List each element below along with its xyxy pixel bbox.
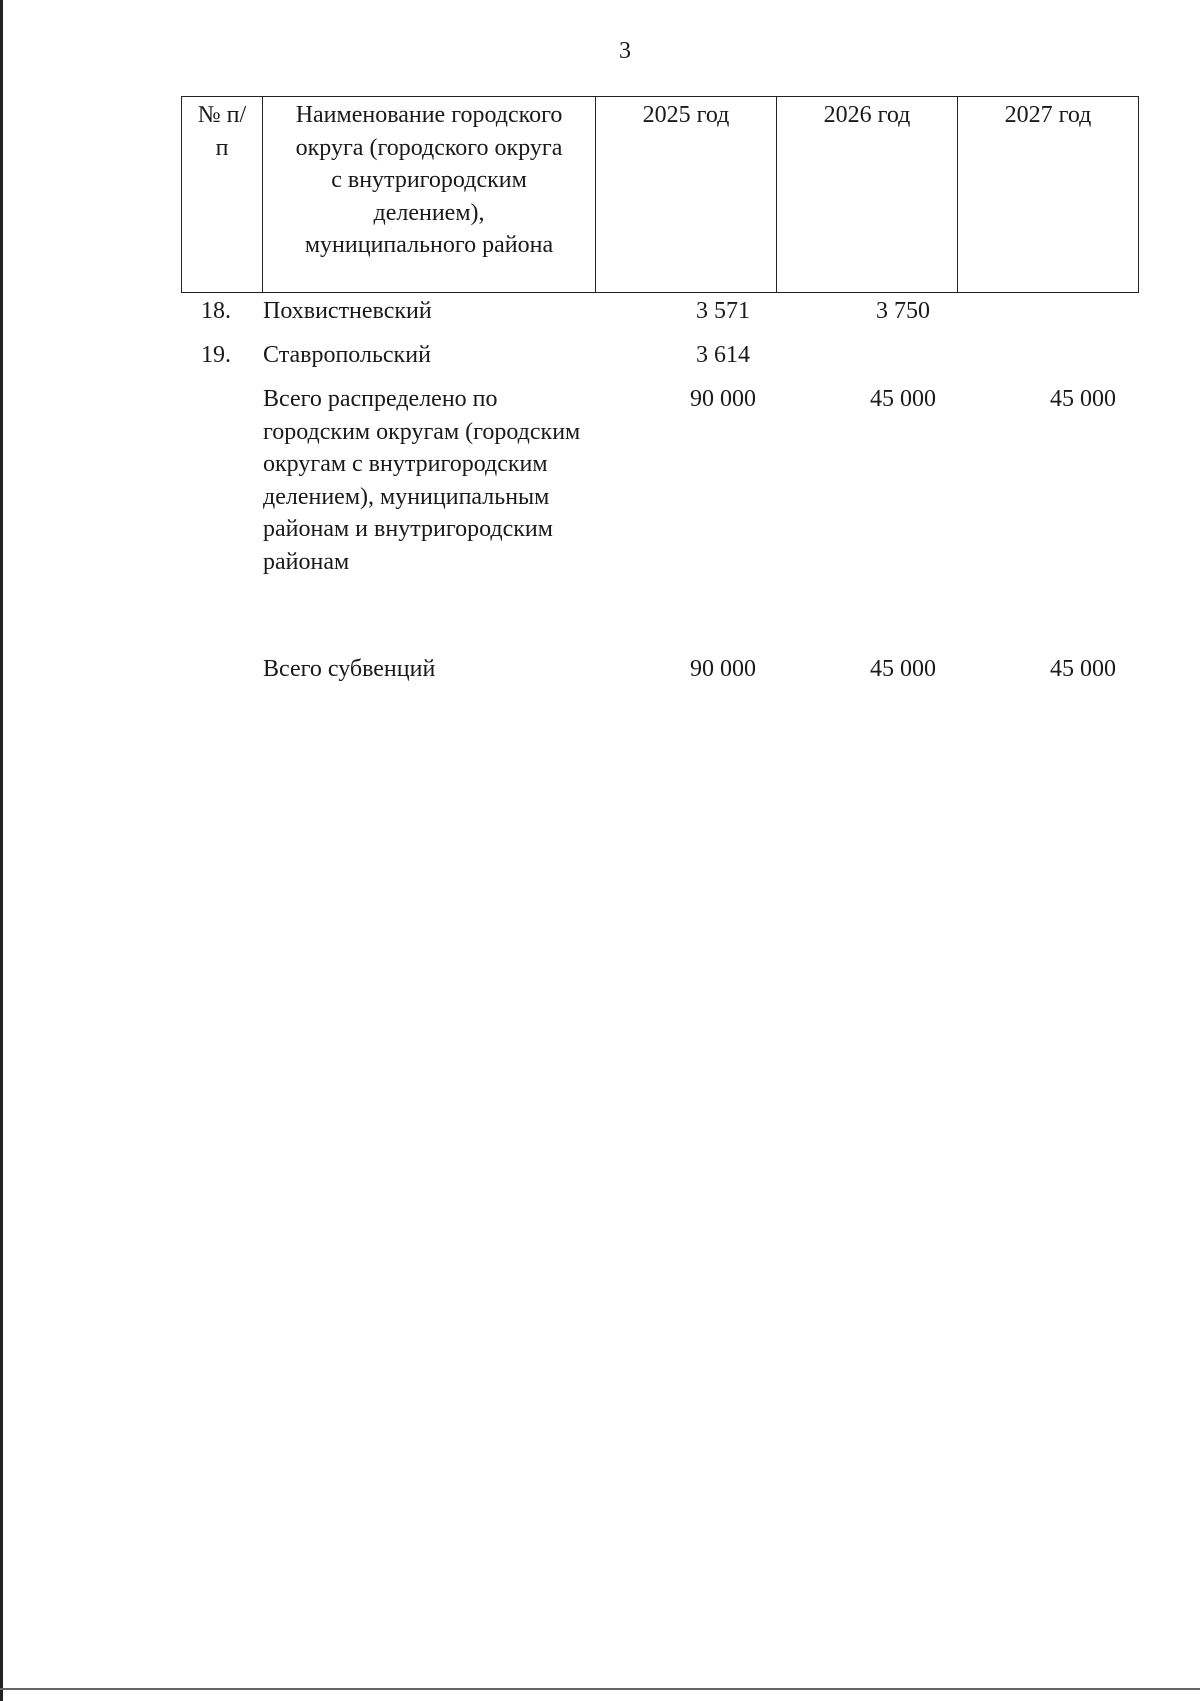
row-number: 18. <box>201 298 231 324</box>
value-2026: 3 750 <box>876 298 930 324</box>
row-name: Ставропольский <box>263 342 431 368</box>
page-number: 3 <box>619 38 631 64</box>
header-2027: 2027 год <box>958 97 1139 293</box>
value-2027: 45 000 <box>1050 656 1116 682</box>
header-name: Наименование городского округа (городского округа с внутригородским делением), муниципального района <box>263 97 596 293</box>
row-number: 19. <box>201 342 231 368</box>
row-name: Похвистневский <box>263 298 432 324</box>
value-2027: 45 000 <box>1050 386 1116 412</box>
scan-edge <box>0 0 3 1701</box>
header-2025: 2025 год <box>596 97 777 293</box>
value-2025: 3 614 <box>696 342 750 368</box>
scan-edge <box>0 1688 1200 1690</box>
row-name: Всего распределено по городским округам (городским округам с внутригородским делением), муниципальным районам и внутригородским районам <box>263 386 581 575</box>
header-num: № п/п <box>182 97 263 293</box>
value-2026: 45 000 <box>870 656 936 682</box>
value-2025: 3 571 <box>696 298 750 324</box>
value-2025: 90 000 <box>690 656 756 682</box>
table-header <box>181 96 1139 293</box>
value-2025: 90 000 <box>690 386 756 412</box>
value-2026: 45 000 <box>870 386 936 412</box>
row-name: Всего субвенций <box>263 656 436 682</box>
header-2026: 2026 год <box>777 97 958 293</box>
